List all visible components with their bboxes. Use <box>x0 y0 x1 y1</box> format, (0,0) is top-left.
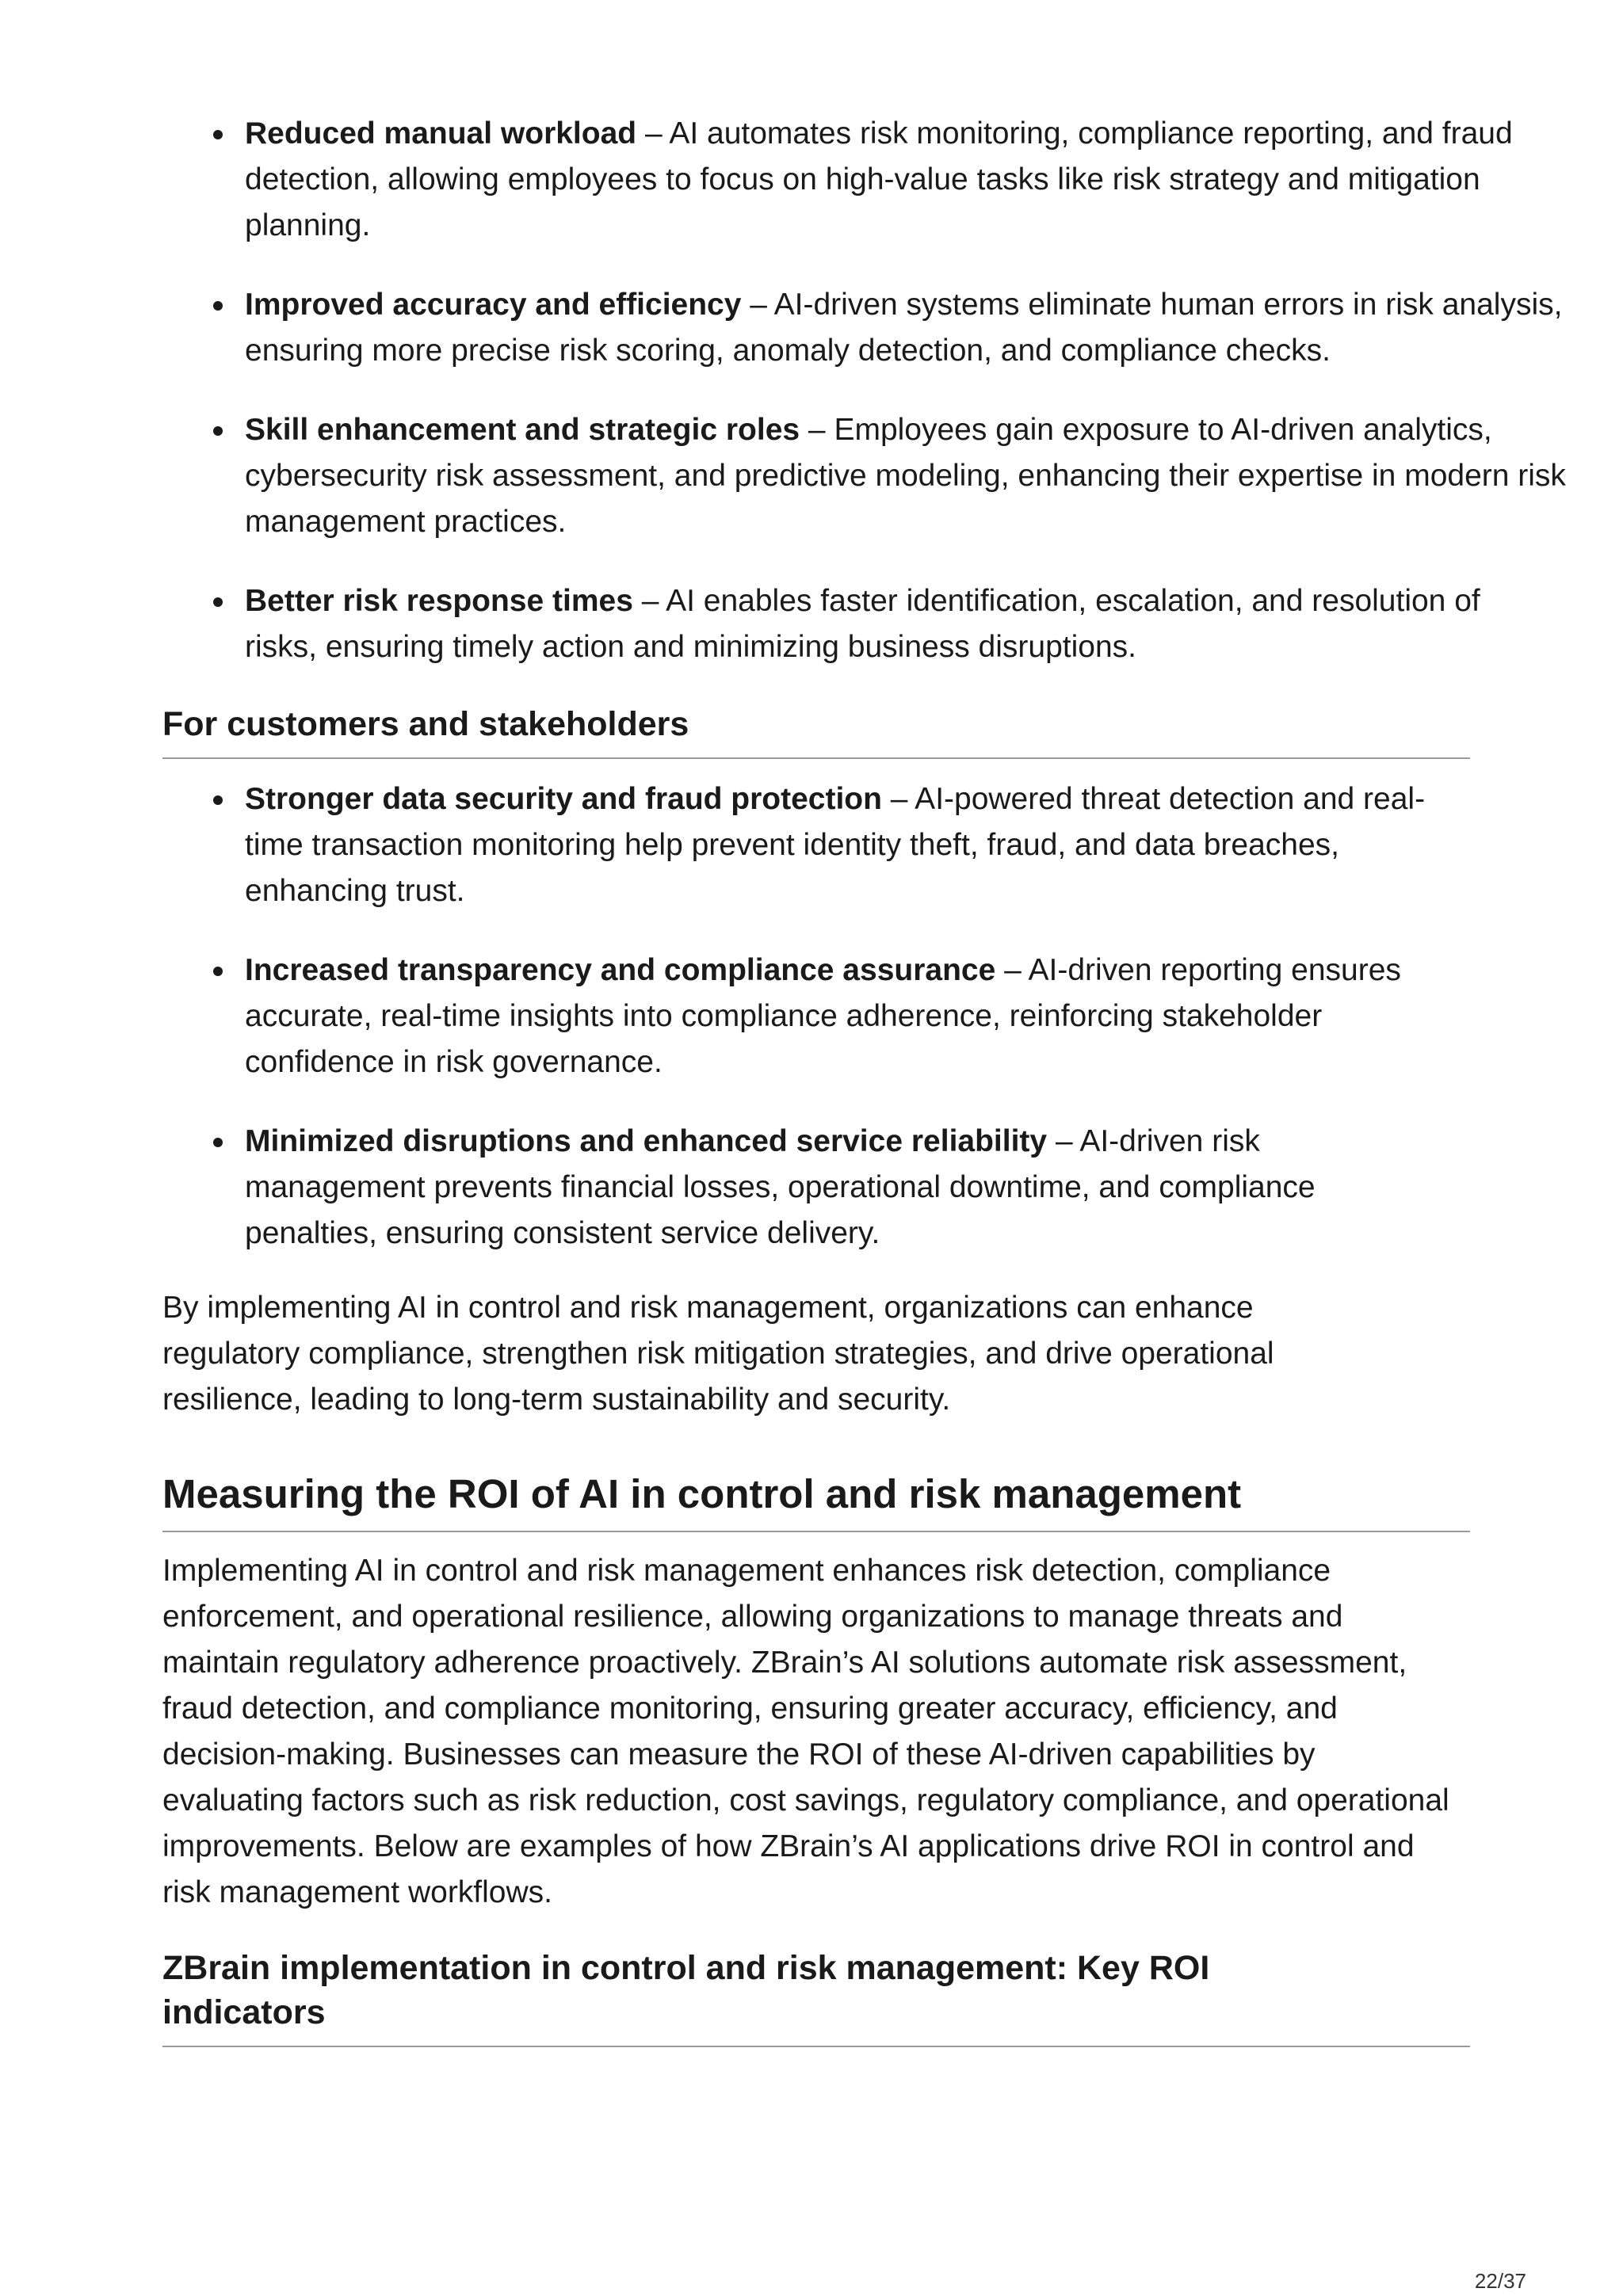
list-item <box>245 282 1608 374</box>
list-item <box>245 578 1513 670</box>
closing-paragraph: By implementing AI in control and risk management, organizations can enhance regulatory compliance, strengthen risk mitigation strategies, and drive operational resilience, leading to long-term sustainability and security. <box>162 1291 1274 1417</box>
customers-heading: For customers and stakeholders <box>162 702 1470 759</box>
employees-benefits-list <box>162 111 1566 670</box>
list-item <box>245 1119 1434 1257</box>
list-item-text: – AI-driven systems eliminate human errors in risk analysis, ensuring more precise risk scoring, anomaly detection, and compliance checks. <box>245 288 1563 368</box>
list-item-title: Improved accuracy and efficiency <box>245 288 742 322</box>
list-item-title: Minimized disruptions and enhanced service reliability <box>245 1124 1048 1158</box>
roi-section-heading: Measuring the ROI of AI in control and risk management <box>162 1469 1470 1532</box>
list-item-title: Increased transparency and compliance assurance <box>245 953 996 987</box>
zbrain-roi-heading: ZBrain implementation in control and risk management: Key ROI indicators <box>162 1949 1210 2031</box>
list-item-title: Skill enhancement and strategic roles <box>245 413 800 447</box>
page-number: 22/37 <box>1474 2269 1526 2293</box>
roi-paragraph: Implementing AI in control and risk management enhances risk detection, compliance enforcement, and operational resilience, allowing organizations to manage threats and maintain regulatory adherence proactively. ZBrain’s AI solutions automate risk assessment, fraud detection, and compliance monitoring, ensuring greater accuracy, efficiency, and decision-making. Businesses can measure the ROI of these AI-driven capabilities by evaluating factors such as risk reduction, cost savings, regulatory compliance, and operational improvements. Below are examples of how ZBrain’s AI applications drive ROI in control and risk management workflows. <box>162 1554 1449 1909</box>
list-item-text: – AI automates risk monitoring, compliance reporting, and fraud detection, allowing employees to focus on high-value tasks like risk strategy and mitigation planning. <box>245 116 1513 242</box>
heading-divider <box>162 2046 1470 2047</box>
list-item-text: – AI-powered threat detection and real-time transaction monitoring help prevent identity theft, fraud, and data breaches, enhancing trust. <box>245 782 1426 908</box>
customers-benefits-list <box>162 776 1470 1257</box>
list-item <box>245 776 1434 914</box>
list-item-title: Better risk response times <box>245 584 633 618</box>
list-item-text: – AI-driven risk management prevents financial losses, operational downtime, and compliance penalties, ensuring consistent service delivery. <box>245 1124 1316 1250</box>
list-item-title: Reduced manual workload <box>245 116 637 151</box>
list-item <box>245 111 1608 249</box>
list-item <box>245 948 1434 1085</box>
document-page <box>162 111 1566 2047</box>
list-item-text: – AI-driven reporting ensures accurate, real-time insights into compliance adherence, reinforcing stakeholder confidence in risk governance. <box>245 953 1401 1079</box>
list-item-text: – Employees gain exposure to AI-driven analytics, cybersecurity risk assessment, and predictive modeling, enhancing their expertise in modern risk management practices. <box>245 413 1566 539</box>
list-item-title: Stronger data security and fraud protection <box>245 782 882 816</box>
list-item-text: – AI enables faster identification, escalation, and resolution of risks, ensuring timely action and minimizing business disruptions. <box>245 584 1480 664</box>
list-item <box>245 407 1608 545</box>
